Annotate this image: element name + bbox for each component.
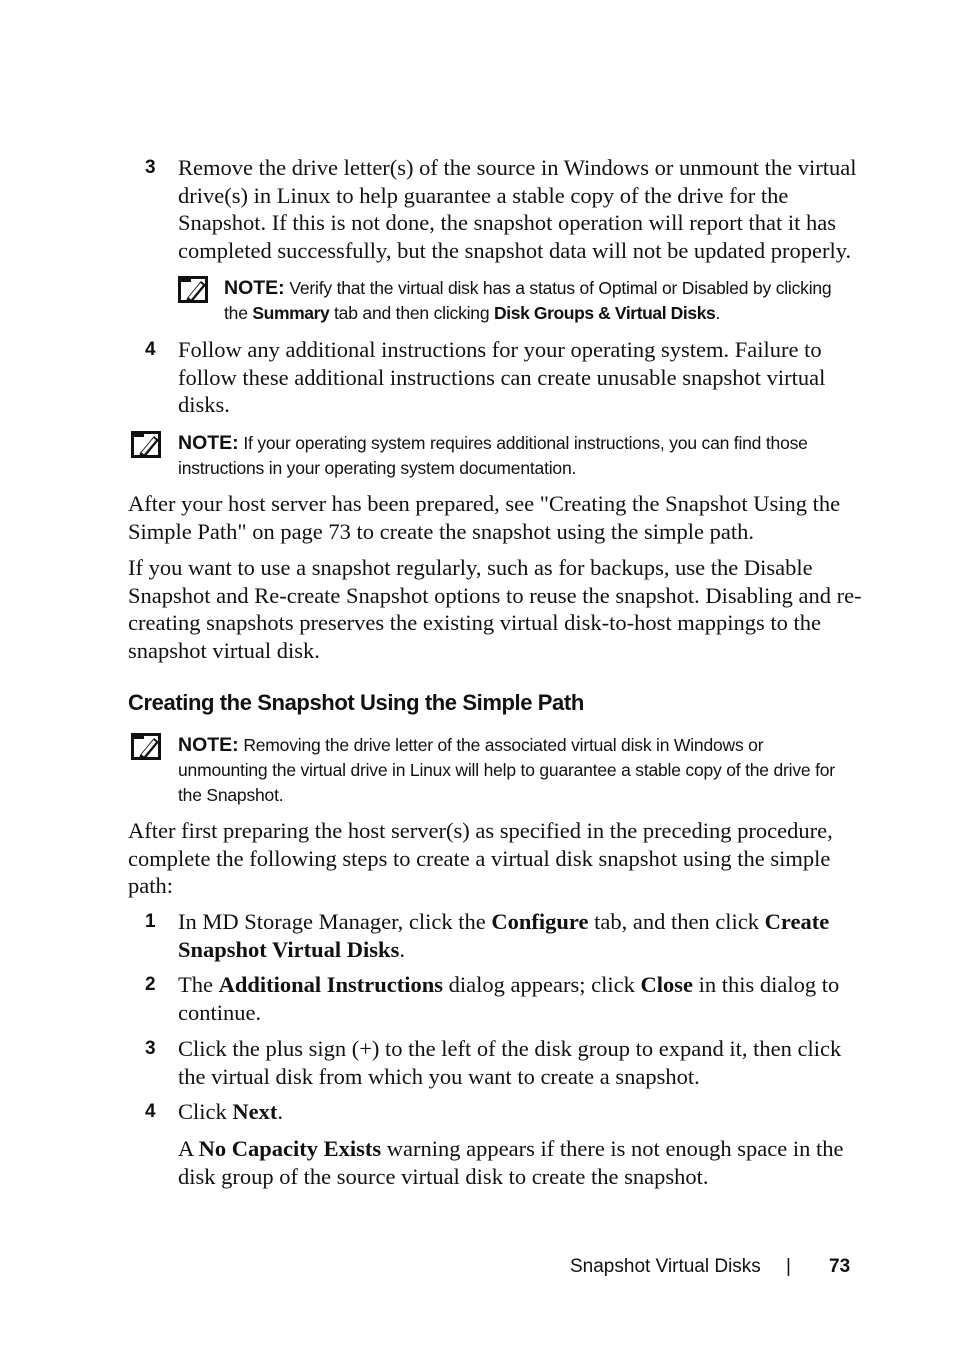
ui-term-disk-groups: Disk Groups & Virtual Disks: [494, 303, 716, 323]
ui-term: No Capacity Exists: [198, 1136, 382, 1161]
note-pencil-icon: [131, 733, 161, 760]
paragraph: If you want to use a snapshot regularly, such as for backups, use the Disable Snapshot and Re-create Snapshot options to reuse the snapshot. Disabling and re-creating snapshots preserves the existing virtual disk-to-host mappings to the snapshot virtual disk.: [128, 555, 862, 663]
step-number: 2: [145, 974, 156, 995]
step-text: Remove the drive letter(s) of the source in Windows or unmount the virtual drive(s) in Linux to help guarantee a stable copy of the drive for the Snapshot. If this is not done, the snapshot operation will report that it has completed successfully, but the snapshot data will not be updated properly.: [178, 155, 857, 263]
ui-term: Configure: [491, 909, 589, 934]
ui-term: Close: [640, 972, 693, 997]
step-number: 3: [145, 157, 156, 178]
note-label: NOTE:: [224, 277, 285, 299]
step-subtext: A No Capacity Exists warning appears if there is not enough space in the disk group of the source virtual disk to create the snapshot.: [178, 1136, 844, 1189]
ui-term-summary: Summary: [252, 303, 330, 323]
step-text: In MD Storage Manager, click the Configure tab, and then click Create Snapshot Virtual Disks.: [178, 909, 830, 962]
step-text: The Additional Instructions dialog appears; click Close in this dialog to continue.: [178, 972, 840, 1025]
note-label: NOTE:: [178, 432, 239, 454]
note-pencil-icon: [178, 276, 208, 303]
ui-term: Create Snapshot Virtual Disks: [178, 909, 830, 962]
step-number: 4: [145, 339, 156, 360]
ui-term: Next: [232, 1099, 278, 1124]
step-text: Click the plus sign (+) to the left of the disk group to expand it, then click the virtual disk from which you want to create a snapshot.: [178, 1036, 842, 1089]
note-3: NOTE: Removing the drive letter of the associated virtual disk in Windows or unmounting the virtual drive in Linux will help to guarantee a stable copy of the drive for the Snapshot.: [178, 734, 835, 805]
section-heading: Creating the Snapshot Using the Simple Path: [128, 690, 584, 715]
footer-section-title: Snapshot Virtual Disks: [570, 1256, 761, 1277]
note-label: NOTE:: [178, 734, 239, 756]
step-text: Click Next.: [178, 1099, 283, 1124]
paragraph: After first preparing the host server(s) as specified in the preceding procedure, complete the following steps to create a virtual disk snapshot using the simple path:: [128, 818, 833, 898]
step-number: 4: [145, 1101, 156, 1122]
step-number: 1: [145, 911, 156, 932]
ui-term: Additional Instructions: [218, 972, 444, 997]
step-text: Follow any additional instructions for your operating system. Failure to follow these additional instructions can create unusable snapshot virtual disks.: [178, 337, 826, 417]
note-1: NOTE: Verify that the virtual disk has a status of Optimal or Disabled by clicking the Summary tab and then clicking Disk Groups & Virtual Disks.: [224, 277, 832, 323]
page-number: 73: [829, 1256, 851, 1277]
paragraph: After your host server has been prepared, see "Creating the Snapshot Using the Simple Path" on page 73 to create the snapshot using the simple path.: [128, 491, 841, 544]
note-pencil-icon: [131, 431, 161, 458]
step-number: 3: [145, 1038, 156, 1059]
note-2: NOTE: If your operating system requires additional instructions, you can find those instructions in your operating system documentation.: [178, 432, 808, 478]
footer-separator: |: [786, 1256, 791, 1277]
